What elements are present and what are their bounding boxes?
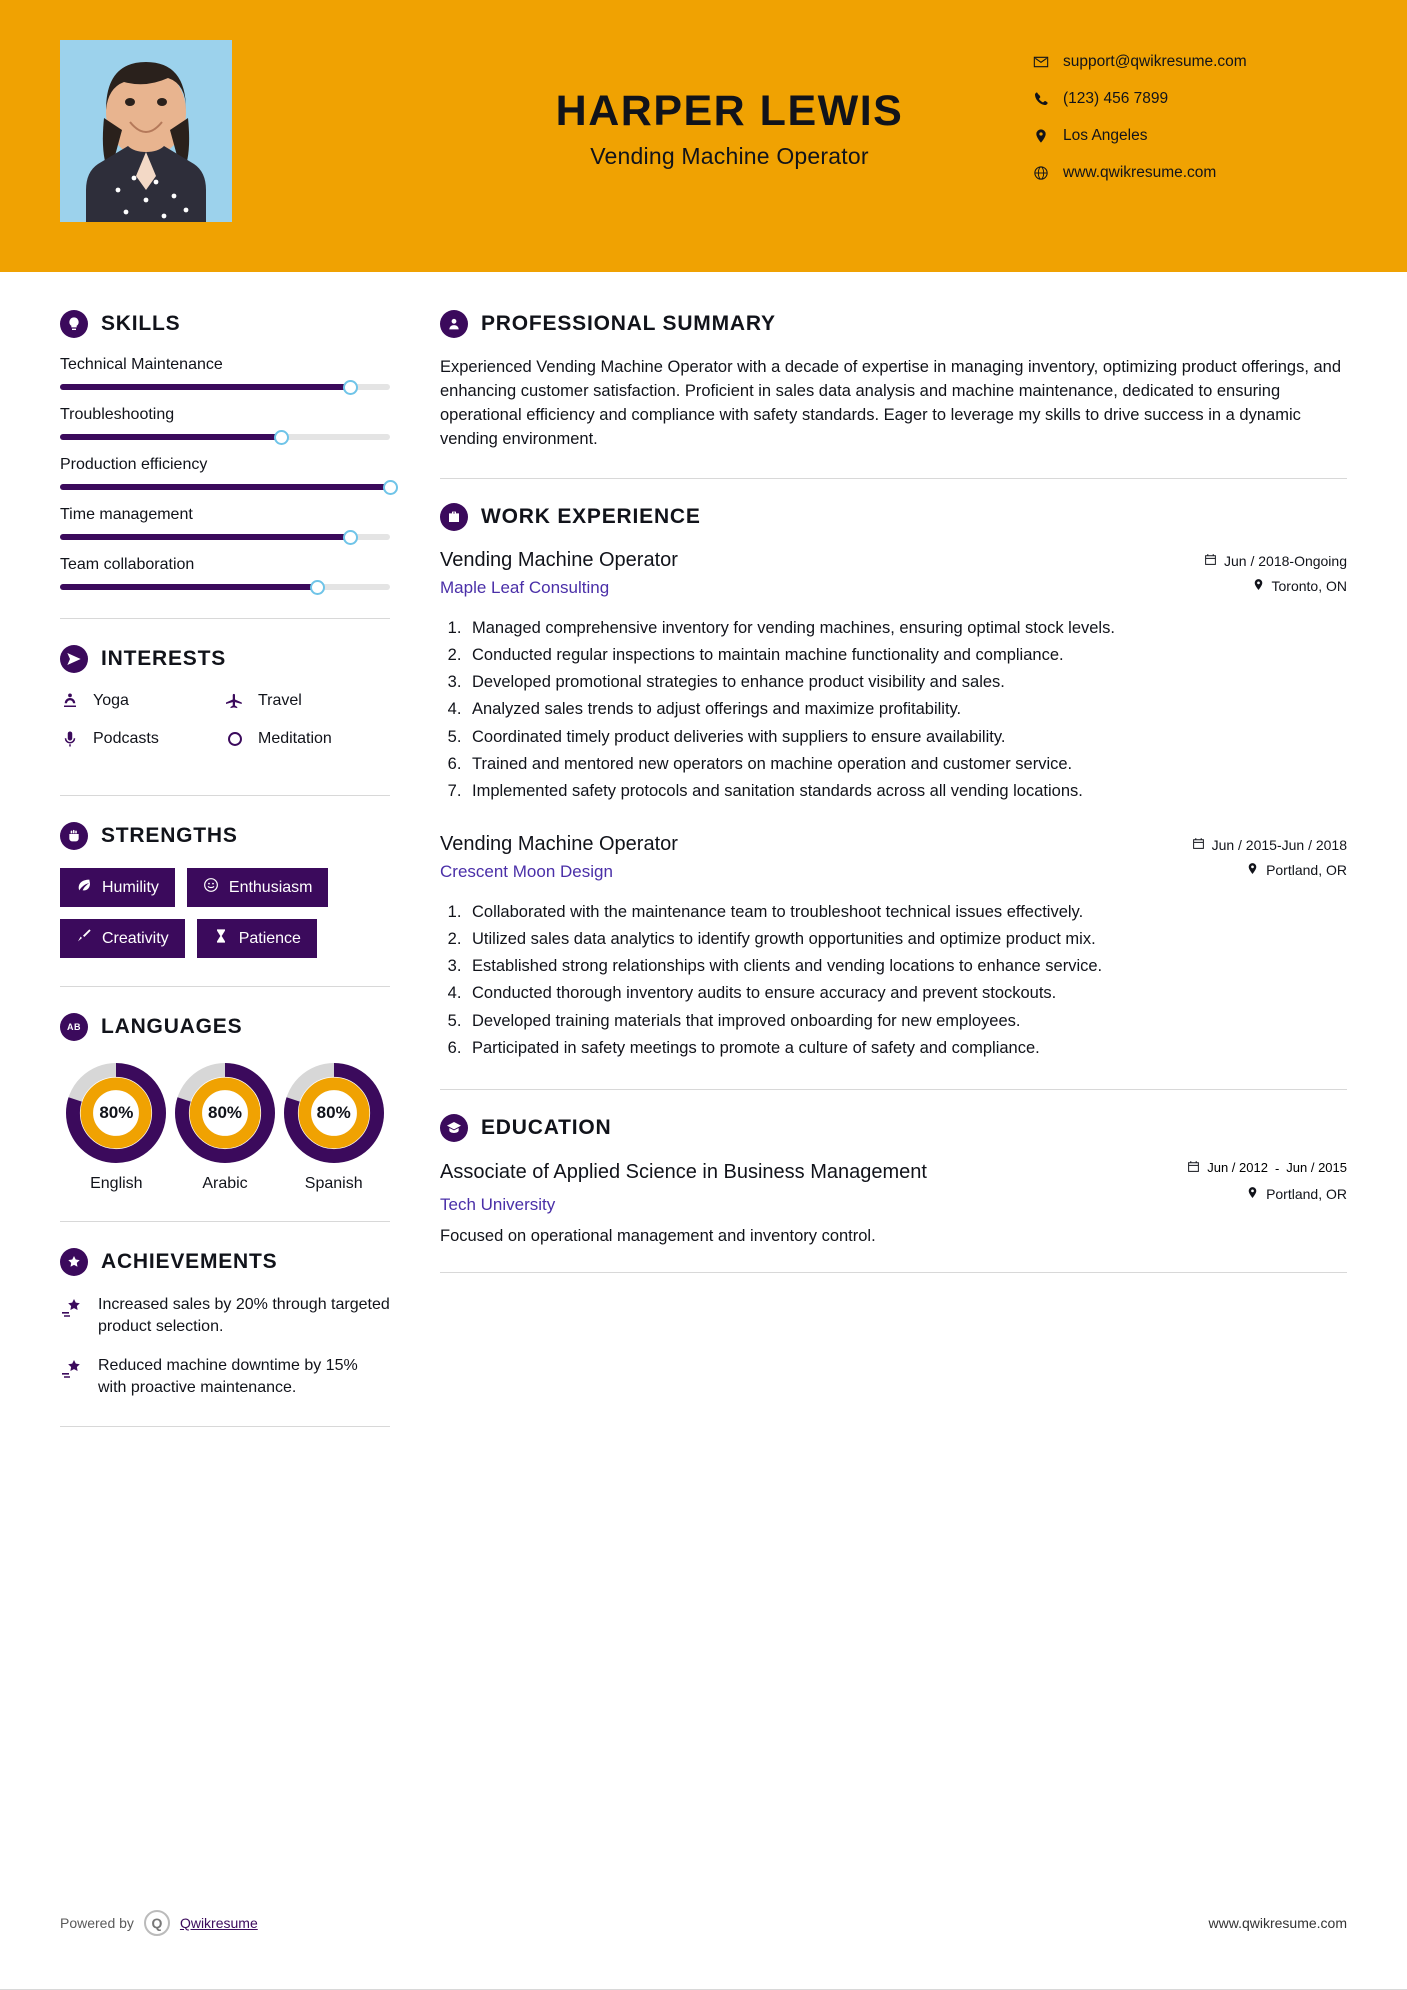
location-pin-icon bbox=[1252, 578, 1265, 594]
education-title: EDUCATION bbox=[481, 1116, 612, 1140]
achievement-item bbox=[60, 1355, 390, 1398]
education-school[interactable]: Tech University bbox=[440, 1195, 556, 1215]
skill-item bbox=[60, 406, 390, 440]
skill-item bbox=[60, 556, 390, 590]
language-donut bbox=[284, 1063, 384, 1163]
microphone-icon bbox=[60, 729, 80, 749]
skill-bar bbox=[60, 434, 390, 440]
contact-website[interactable] bbox=[1031, 163, 1351, 183]
location-pin-icon bbox=[1031, 126, 1051, 146]
shooting-star-icon bbox=[60, 1357, 84, 1381]
summary-header bbox=[440, 310, 1347, 338]
paper-plane-icon bbox=[60, 645, 88, 673]
left-column bbox=[0, 272, 440, 1453]
language-percent: 80% bbox=[99, 1103, 134, 1122]
achievement-item bbox=[60, 1294, 390, 1337]
language-label: Arabic bbox=[202, 1175, 248, 1192]
section-achievements bbox=[60, 1248, 390, 1398]
achievement-text: Reduced machine downtime by 15% with proactive maintenance. bbox=[98, 1357, 358, 1396]
divider bbox=[60, 986, 390, 987]
education-description: Focused on operational management and inventory control. bbox=[440, 1227, 876, 1246]
divider bbox=[440, 1089, 1347, 1090]
language-percent: 80% bbox=[316, 1103, 351, 1122]
job-meta bbox=[1204, 549, 1347, 603]
job-meta bbox=[1192, 833, 1347, 887]
avatar bbox=[60, 40, 232, 222]
education-date-start: Jun / 2012 bbox=[1207, 1159, 1268, 1175]
section-interests bbox=[60, 645, 390, 767]
job-header bbox=[440, 549, 1347, 603]
strength-label: Patience bbox=[238, 929, 301, 947]
job-bullet: 7. Implemented safety protocols and sanitation standards across all vending locations. bbox=[466, 780, 1347, 802]
job-dates bbox=[1192, 837, 1347, 853]
hourglass-icon bbox=[213, 928, 229, 949]
globe-icon bbox=[1031, 163, 1051, 183]
job-entry bbox=[440, 833, 1347, 1060]
language-donut bbox=[175, 1063, 275, 1163]
job-company[interactable]: Maple Leaf Consulting bbox=[440, 577, 610, 597]
job-location bbox=[1204, 578, 1347, 594]
language-donut bbox=[66, 1063, 166, 1163]
interest-label: Yoga bbox=[93, 692, 129, 709]
job-bullet: 2. Utilized sales data analytics to identify growth opportunities and optimize product mix. bbox=[466, 928, 1347, 950]
contact-phone[interactable] bbox=[1031, 89, 1351, 109]
job-dates bbox=[1204, 553, 1347, 569]
education-date-end: Jun / 2015 bbox=[1286, 1159, 1347, 1175]
divider bbox=[60, 1426, 390, 1427]
leaf-icon bbox=[76, 877, 92, 898]
job-bullets bbox=[466, 617, 1347, 803]
briefcase-icon bbox=[440, 503, 468, 531]
job-location bbox=[1192, 862, 1347, 878]
skill-bar bbox=[60, 484, 390, 490]
strength-chip bbox=[197, 919, 317, 958]
education-entry bbox=[440, 1160, 1347, 1215]
job-dates-text: Jun / 2015-Jun / 2018 bbox=[1211, 836, 1347, 853]
education-location-text: Portland, OR bbox=[1266, 1186, 1347, 1203]
language-item bbox=[171, 1063, 280, 1193]
strength-chip bbox=[60, 919, 185, 958]
page-footer bbox=[60, 1910, 1347, 1936]
skill-item bbox=[60, 506, 390, 540]
languages-title: LANGUAGES bbox=[101, 1015, 243, 1038]
education-header bbox=[440, 1114, 1347, 1142]
interest-item bbox=[60, 729, 225, 749]
job-bullet: 6. Trained and mentored new operators on machine operation and customer service. bbox=[466, 753, 1347, 775]
job-bullet: 1. Collaborated with the maintenance team to troubleshoot technical issues effectively. bbox=[466, 901, 1347, 923]
work-header bbox=[440, 503, 1347, 531]
qwikresume-logo-icon: Q bbox=[144, 1910, 170, 1936]
skill-label: Troubleshooting bbox=[60, 406, 175, 423]
ab-translate-icon: AB bbox=[60, 1013, 88, 1041]
work-title: WORK EXPERIENCE bbox=[481, 504, 701, 528]
languages-list bbox=[60, 1059, 390, 1193]
envelope-icon bbox=[1031, 52, 1051, 72]
shooting-star-icon bbox=[60, 1296, 84, 1320]
interest-label: Travel bbox=[258, 692, 302, 709]
candidate-name: HARPER LEWIS bbox=[555, 87, 904, 135]
summary-title: PROFESSIONAL SUMMARY bbox=[481, 312, 776, 335]
graduation-icon bbox=[440, 1114, 468, 1142]
powered-by-label: Powered by bbox=[60, 1915, 134, 1931]
strengths-title: STRENGTHS bbox=[101, 824, 238, 847]
interest-item bbox=[225, 691, 390, 711]
star-badge-icon bbox=[60, 1248, 88, 1276]
section-education bbox=[440, 1114, 1347, 1246]
job-title: Vending Machine Operator bbox=[440, 548, 678, 571]
skill-label: Time management bbox=[60, 506, 193, 523]
job-title: Vending Machine Operator bbox=[440, 832, 678, 855]
education-dates bbox=[1187, 1160, 1347, 1176]
contact-phone-text: (123) 456 7899 bbox=[1063, 90, 1169, 107]
paintbrush-icon bbox=[76, 928, 92, 949]
skills-header bbox=[60, 310, 390, 338]
meditation-icon bbox=[225, 729, 245, 749]
education-meta bbox=[1187, 1160, 1347, 1211]
job-location-text: Toronto, ON bbox=[1271, 577, 1347, 594]
divider bbox=[60, 795, 390, 796]
languages-header bbox=[60, 1013, 390, 1041]
qwikresume-link[interactable]: Qwikresume bbox=[179, 1915, 258, 1931]
summary-text: Experienced Vending Machine Operator with a decade of expertise in managing inventory, optimizing product offerings, and enhancing customer satisfaction. Proficient in sales data analysis and machine maintenance, dedicated to ensuring operational efficiency and compliance with safety standards. Eager to leverage my skills to drive success in a dynamic vending environment. bbox=[440, 358, 1342, 448]
fist-icon bbox=[60, 822, 88, 850]
section-work-experience bbox=[440, 503, 1347, 1059]
job-bullet: 2. Conducted regular inspections to maintain machine functionality and compliance. bbox=[466, 644, 1347, 666]
strength-label: Enthusiasm bbox=[228, 878, 313, 896]
person-icon bbox=[440, 310, 468, 338]
job-bullet: 5. Developed training materials that improved onboarding for new employees. bbox=[466, 1010, 1347, 1032]
divider bbox=[440, 478, 1347, 479]
job-bullet: 3. Established strong relationships with clients and vending locations to enhance service. bbox=[466, 955, 1347, 977]
skill-bar bbox=[60, 384, 390, 390]
location-pin-icon bbox=[1246, 862, 1259, 878]
education-location bbox=[1187, 1186, 1347, 1202]
interests-title: INTERESTS bbox=[101, 647, 227, 670]
job-company[interactable]: Crescent Moon Design bbox=[440, 861, 613, 881]
skill-bar bbox=[60, 534, 390, 540]
job-location-text: Portland, OR bbox=[1266, 861, 1347, 878]
lightbulb-icon bbox=[60, 310, 88, 338]
achievements-title: ACHIEVEMENTS bbox=[101, 1250, 278, 1273]
contact-email[interactable] bbox=[1031, 52, 1351, 72]
candidate-role: Vending Machine Operator bbox=[590, 143, 869, 170]
job-bullet: 1. Managed comprehensive inventory for vending machines, ensuring optimal stock levels. bbox=[466, 617, 1347, 639]
airplane-icon bbox=[225, 691, 245, 711]
job-bullet: 5. Coordinated timely product deliveries with suppliers to ensure availability. bbox=[466, 726, 1347, 748]
skill-item bbox=[60, 456, 390, 490]
language-percent: 80% bbox=[207, 1103, 243, 1122]
resume-body bbox=[0, 272, 1407, 1453]
divider bbox=[60, 1221, 390, 1222]
strength-chip bbox=[60, 868, 175, 907]
location-pin-icon bbox=[1246, 1186, 1259, 1202]
calendar-icon bbox=[1204, 553, 1217, 569]
achievement-text: Increased sales by 20% through targeted product selection. bbox=[98, 1296, 390, 1335]
footer-website[interactable]: www.qwikresume.com bbox=[1208, 1915, 1347, 1931]
job-bullet: 3. Developed promotional strategies to enhance product visibility and sales. bbox=[466, 671, 1347, 693]
skill-label: Production efficiency bbox=[60, 456, 208, 473]
resume-header bbox=[0, 0, 1407, 272]
skill-item bbox=[60, 356, 390, 390]
interest-label: Podcasts bbox=[93, 730, 159, 747]
interest-item bbox=[60, 691, 225, 711]
interest-label: Meditation bbox=[258, 730, 332, 747]
strength-label: Creativity bbox=[102, 929, 169, 947]
section-summary bbox=[440, 310, 1347, 452]
smiley-icon bbox=[203, 877, 219, 898]
contact-website-text: www.qwikresume.com bbox=[1063, 164, 1217, 181]
language-item bbox=[62, 1063, 171, 1193]
job-bullets bbox=[466, 901, 1347, 1060]
achievements-header bbox=[60, 1248, 390, 1276]
strengths-list bbox=[60, 868, 390, 958]
yoga-icon bbox=[60, 691, 80, 711]
job-bullet: 4. Analyzed sales trends to adjust offerings and maximize profitability. bbox=[466, 698, 1347, 720]
contact-location[interactable] bbox=[1031, 126, 1351, 146]
contact-list bbox=[1031, 52, 1351, 200]
contact-email-text: support@qwikresume.com bbox=[1063, 53, 1247, 70]
interest-item bbox=[225, 729, 390, 749]
skill-bar bbox=[60, 584, 390, 590]
interests-list bbox=[60, 691, 390, 767]
language-item bbox=[279, 1063, 388, 1193]
contact-location-text: Los Angeles bbox=[1063, 127, 1148, 144]
strengths-header bbox=[60, 822, 390, 850]
section-skills bbox=[60, 310, 390, 590]
divider bbox=[440, 1272, 1347, 1273]
interests-header bbox=[60, 645, 390, 673]
footer-brand bbox=[60, 1910, 258, 1936]
skill-label: Technical Maintenance bbox=[60, 356, 223, 373]
date-separator: - bbox=[1274, 1160, 1280, 1176]
job-entry bbox=[440, 549, 1347, 803]
divider bbox=[60, 618, 390, 619]
strength-label: Humility bbox=[102, 878, 159, 896]
language-label: Spanish bbox=[304, 1175, 363, 1192]
job-bullet: 4. Conducted thorough inventory audits to ensure accuracy and prevent stockouts. bbox=[466, 982, 1347, 1004]
section-strengths bbox=[60, 822, 390, 958]
skill-label: Team collaboration bbox=[60, 556, 195, 573]
calendar-icon bbox=[1187, 1160, 1200, 1176]
right-column bbox=[440, 272, 1407, 1453]
job-header bbox=[440, 833, 1347, 887]
phone-icon bbox=[1031, 89, 1051, 109]
job-dates-text: Jun / 2018-Ongoing bbox=[1224, 552, 1347, 569]
skills-title: SKILLS bbox=[101, 312, 181, 335]
education-degree: Associate of Applied Science in Business Management bbox=[440, 1161, 927, 1184]
section-languages bbox=[60, 1013, 390, 1193]
strength-chip bbox=[187, 868, 329, 907]
job-bullet: 6. Participated in safety meetings to promote a culture of safety and compliance. bbox=[466, 1037, 1347, 1059]
language-label: English bbox=[90, 1175, 143, 1192]
calendar-icon bbox=[1192, 837, 1205, 853]
